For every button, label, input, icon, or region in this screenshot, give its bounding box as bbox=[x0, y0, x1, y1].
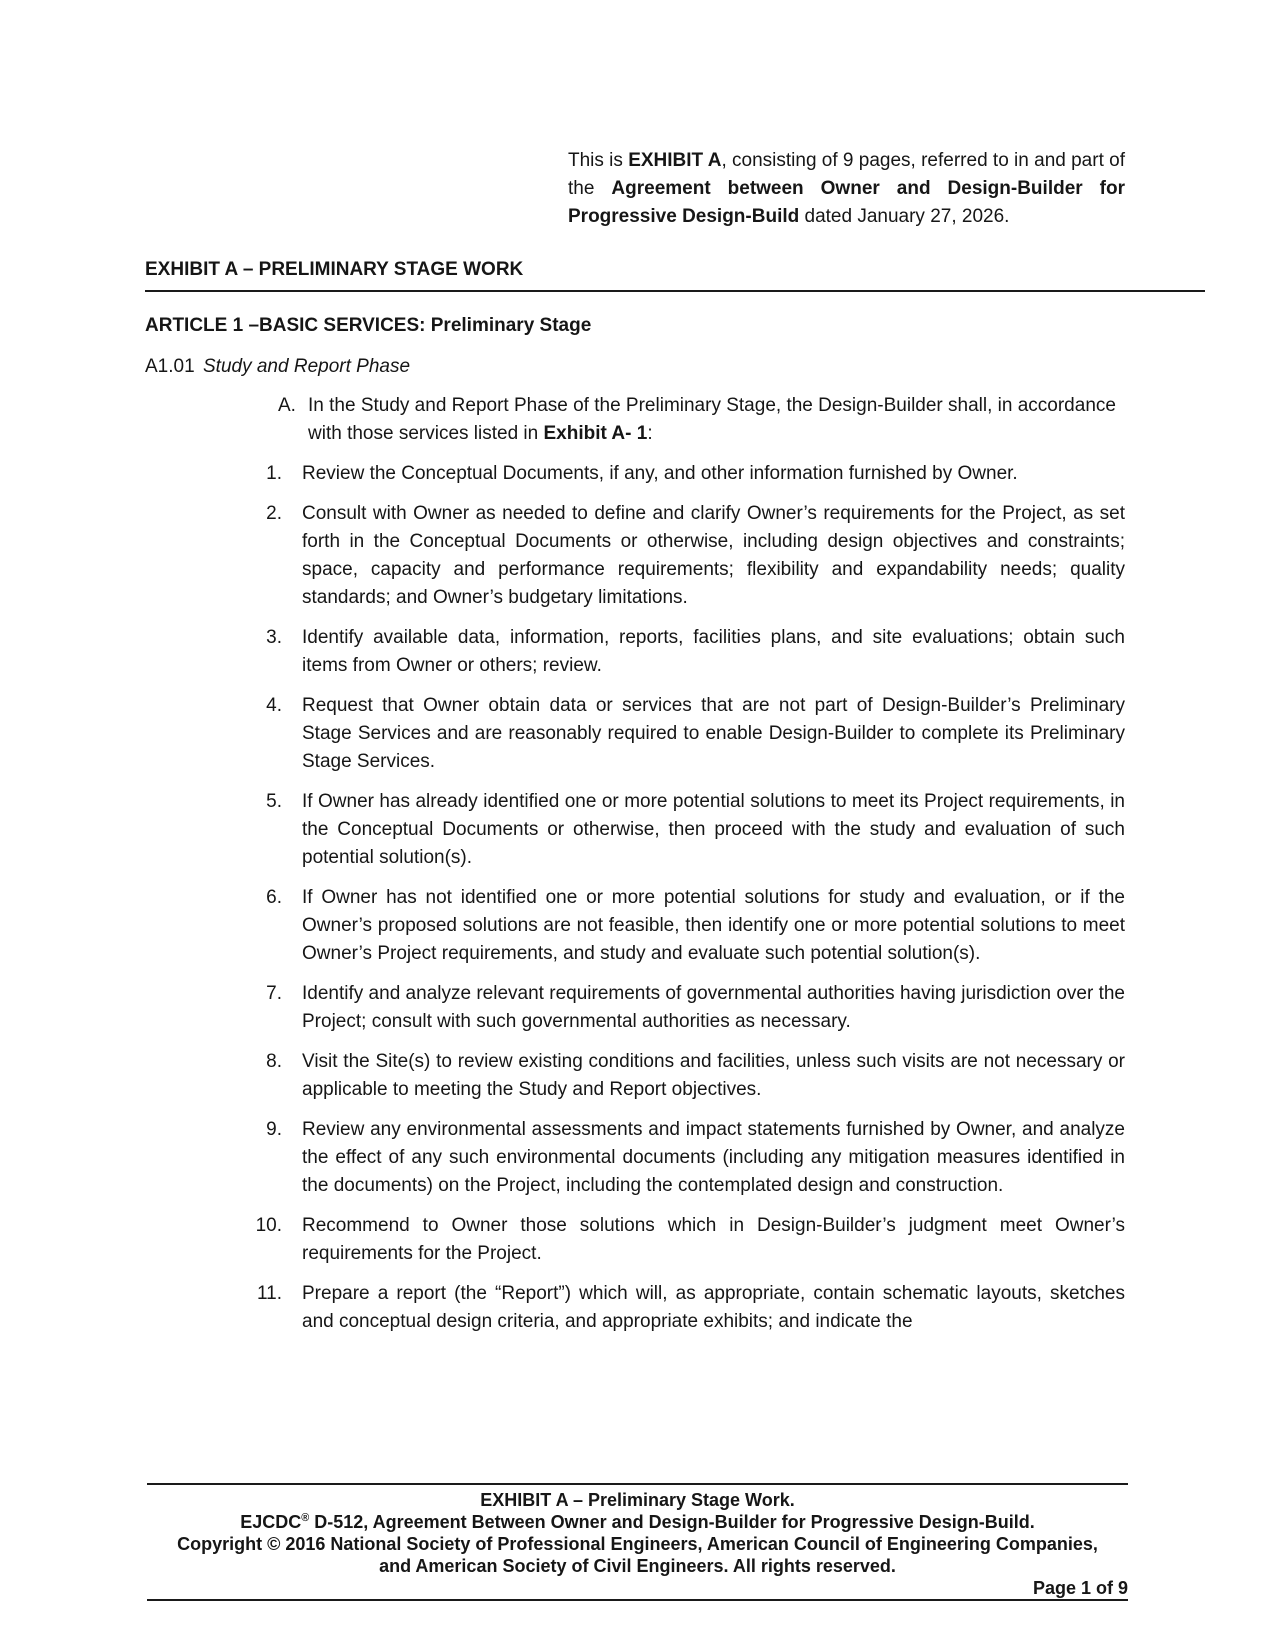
list-item bbox=[145, 500, 1125, 612]
list-item-number: 8. bbox=[266, 1051, 282, 1072]
list-item-number: 11. bbox=[256, 1283, 282, 1304]
list-item-number: 4. bbox=[266, 695, 282, 716]
list-item bbox=[145, 884, 1125, 968]
list-item-number: 9. bbox=[266, 1119, 282, 1140]
list-item-number: 2. bbox=[266, 503, 282, 524]
section-title: Study and Report Phase bbox=[203, 356, 411, 377]
list-item-text: Prepare a report (the “Report”) which will, as appropriate, contain schematic layouts, sketches and conceptual design criteria, and appropriate exhibits; and indicate the bbox=[302, 1283, 1125, 1332]
list-item bbox=[145, 460, 1125, 488]
document-body bbox=[145, 147, 1125, 1348]
list-item-text: Review the Conceptual Documents, if any, and other information furnished by Owner. bbox=[302, 463, 1018, 484]
list-item-text: Review any environmental assessments and impact statements furnished by Owner, and analyze the effect of any such environmental documents (including any mitigation measures identified in the documents) on the Project, including the contemplated design and construction. bbox=[302, 1119, 1125, 1196]
clause-a-label: A. bbox=[278, 395, 296, 416]
list-item-number: 1. bbox=[266, 463, 282, 484]
list-item bbox=[145, 1048, 1125, 1104]
footer-exhibit-line: EXHIBIT A – Preliminary Stage Work. bbox=[480, 1490, 795, 1510]
list-item bbox=[145, 624, 1125, 680]
footer-document-line: EJCDC® D-512, Agreement Between Owner and Design-Builder for Progressive Design-Build. bbox=[240, 1512, 1035, 1532]
numbered-list bbox=[145, 460, 1125, 1336]
list-item bbox=[145, 980, 1125, 1036]
page-footer bbox=[147, 1483, 1128, 1601]
list-item-text: Identify and analyze relevant requirements of governmental authorities having jurisdiction over the Project; consult with such governmental authorities as necessary. bbox=[302, 983, 1125, 1032]
section-number: A1.01 bbox=[145, 356, 195, 377]
list-item-text: If Owner has already identified one or more potential solutions to meet its Project requirements, in the Conceptual Documents or otherwise, then proceed with the study and evaluation of such potential solution(s). bbox=[302, 791, 1125, 868]
list-item-text: If Owner has not identified one or more potential solutions for study and evaluation, or if the Owner’s proposed solutions are not feasible, then identify one or more potential solutions to meet Owner’s Project requirements, and study and evaluate such potential solution(s). bbox=[302, 887, 1125, 964]
footer-copyright-line-1: Copyright © 2016 National Society of Professional Engineers, American Council of Engineering Companies, bbox=[177, 1534, 1098, 1554]
exhibit-notice-paragraph: This is EXHIBIT A, consisting of 9 pages, referred to in and part of the Agreement between Owner and Design-Builder for Progressive Design-Build dated January 27, 2026. bbox=[568, 150, 1125, 227]
list-item bbox=[145, 788, 1125, 872]
list-item-number: 7. bbox=[266, 983, 282, 1004]
article-heading: ARTICLE 1 –BASIC SERVICES: Preliminary Stage bbox=[145, 315, 592, 336]
clause-a-text: In the Study and Report Phase of the Preliminary Stage, the Design-Builder shall, in accordance with those services listed in Exhibit A- 1: bbox=[308, 395, 1116, 444]
list-item-number: 5. bbox=[266, 791, 282, 812]
list-item bbox=[145, 1280, 1125, 1336]
list-item-text: Recommend to Owner those solutions which in Design-Builder’s judgment meet Owner’s requirements for the Project. bbox=[302, 1215, 1125, 1264]
clause-a bbox=[145, 392, 1125, 448]
list-item-text: Identify available data, information, reports, facilities plans, and site evaluations; obtain such items from Owner or others; review. bbox=[302, 627, 1125, 676]
exhibit-heading: EXHIBIT A – PRELIMINARY STAGE WORK bbox=[145, 256, 1205, 292]
list-item-text: Visit the Site(s) to review existing conditions and facilities, unless such visits are not necessary or applicable to meeting the Study and Report objectives. bbox=[302, 1051, 1125, 1100]
list-item-text: Consult with Owner as needed to define and clarify Owner’s requirements for the Project, as set forth in the Conceptual Documents or otherwise, including design objectives and constraints; space, capacity and performance requirements; flexibility and expandability needs; quality standards; and Owner’s budgetary limitations. bbox=[302, 503, 1125, 608]
list-item bbox=[145, 1116, 1125, 1200]
list-item-number: 6. bbox=[266, 887, 282, 908]
footer-copyright-line-2: and American Society of Civil Engineers. All rights reserved. bbox=[379, 1556, 896, 1576]
list-item-text: Request that Owner obtain data or services that are not part of Design-Builder’s Preliminary Stage Services and are reasonably required to enable Design-Builder to complete its Preliminary Stage Services. bbox=[302, 695, 1125, 772]
list-item-number: 3. bbox=[266, 627, 282, 648]
section-heading bbox=[145, 353, 1125, 381]
list-item bbox=[145, 1212, 1125, 1268]
list-item bbox=[145, 692, 1125, 776]
page-number: Page 1 of 9 bbox=[1032, 1578, 1128, 1598]
list-item-number: 10. bbox=[255, 1215, 282, 1236]
